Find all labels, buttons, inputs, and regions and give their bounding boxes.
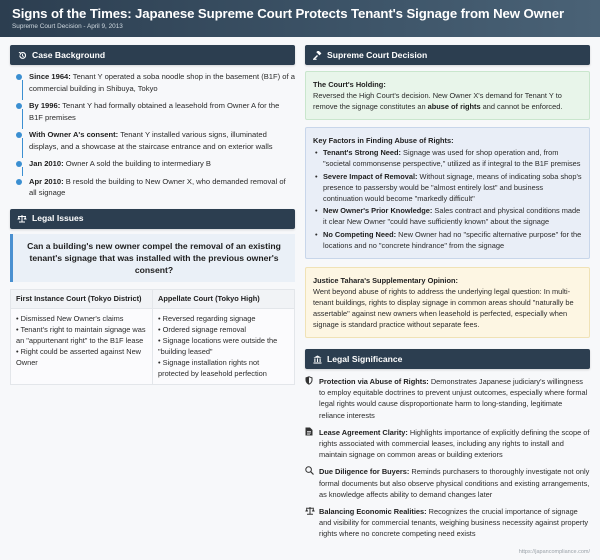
significance-item [305, 466, 590, 500]
factor-item [313, 147, 582, 169]
timeline-label: Since 1964: [29, 72, 71, 81]
timeline-connector [22, 167, 23, 176]
timeline-text: B resold the building to New Owner X, who demanded removal of all signage [29, 176, 286, 197]
page-subtitle: Supreme Court Decision - April 9, 2013 [12, 23, 123, 30]
balance-scale-icon [305, 506, 319, 540]
factors-title: Key Factors in Finding Abuse of Rights: [313, 136, 454, 145]
significance-label: Lease Agreement Clarity: [319, 427, 408, 437]
significance-description: Recognizes the crucial importance of signage and visibility for commercial tenants, weighing business necessity against property rights where no concrete competing need exists [319, 507, 589, 539]
significance-text [319, 376, 590, 421]
document-icon [305, 427, 319, 461]
legal-issues-header [10, 209, 295, 229]
legal-significance-list [305, 376, 590, 540]
timeline-connector [22, 109, 23, 129]
significance-item [305, 506, 590, 540]
legal-significance-title: Legal Significance [327, 353, 403, 364]
court-point: • Dismissed New Owner's claims [16, 313, 124, 323]
factor-label: New Owner's Prior Knowledge: [323, 206, 433, 215]
factor-text: Without signage, means of indicating soba shop's presence to passersby would be "almost entirely lost" and business continuation would become "markedly difficult" [323, 171, 582, 203]
page-header [0, 0, 600, 37]
legal-issues-title: Legal Issues [32, 213, 84, 224]
factor-text: Signage was used for shop operation and, from "societal commonsense perspective," utilized as if integral to the B1F premises [323, 148, 581, 168]
history-icon [17, 51, 27, 60]
court-comparison-table [10, 289, 295, 385]
factor-item [313, 229, 582, 251]
left-column [10, 45, 295, 546]
factor-label: Tenant's Strong Need: [323, 148, 401, 157]
court-point: • Right could be asserted against New Owner [16, 346, 142, 367]
factor-label: No Competing Need: [323, 229, 397, 239]
shield-icon [305, 376, 319, 421]
opinion-title: Justice Tahara's Supplementary Opinion: [313, 276, 458, 285]
significance-item [305, 427, 590, 461]
search-icon [305, 466, 319, 500]
significance-text [319, 506, 590, 540]
timeline-text: Tenant Y had formally obtained a leasehold from Owner A for the B1F premises [29, 101, 280, 122]
timeline-item [10, 71, 295, 94]
court-column-first-instance [11, 290, 152, 384]
legal-question: Can a building's new owner compel the removal of an existing tenant's signage that was installed with the previous owner's consent? [10, 234, 295, 282]
timeline-item [10, 158, 295, 170]
source-url[interactable]: https://japancompliance.com/ [518, 549, 590, 556]
supplementary-opinion-box [305, 267, 590, 338]
significance-label: Due Diligence for Buyers: [319, 467, 410, 477]
key-factors-box [305, 127, 590, 259]
significance-text [319, 427, 590, 461]
factor-text: New Owner had no "specific alternative purpose" for the locations and no "concrete hindrance" from the signage [323, 229, 582, 250]
significance-label: Protection via Abuse of Rights: [319, 377, 429, 386]
court-point: • Reversed regarding signage [158, 313, 256, 323]
gavel-icon [312, 51, 322, 60]
holding-text-before: Reversed the High Court's decision. New Owner X's demand for Tenant Y to remove the signage constitutes an [313, 91, 562, 111]
factor-item [313, 205, 582, 227]
court-point: • Signage locations were outside the "building leased" [158, 335, 278, 356]
legal-significance-header [305, 349, 590, 369]
court-name: Appellate Court (Tokyo High) [153, 290, 294, 309]
court-name: First Instance Court (Tokyo District) [11, 290, 152, 309]
court-column-appellate [152, 290, 294, 384]
case-background-header [10, 45, 295, 65]
significance-label: Balancing Economic Realities: [319, 507, 427, 517]
timeline-text: Owner A sold the building to intermediary B [63, 159, 211, 168]
factor-label: Severe Impact of Removal: [323, 171, 418, 181]
court-points [153, 309, 294, 384]
timeline-label: With Owner A's consent: [29, 130, 119, 139]
significance-description: Reminds purchasers to thoroughly investigate not only formal documents but also observe physical conditions and existing arrangements, as knowledge affects ability to demand changes later [319, 467, 590, 499]
timeline-text: Tenant Y installed various signs, illuminated displays, and a showcase at the staircase entrance and on exterior walls [29, 130, 273, 151]
landmark-icon [312, 355, 322, 364]
court-point: • Tenant's right to maintain signage was an "appurtenant right" to the B1F lease [16, 324, 146, 345]
significance-description: Demonstrates Japanese judiciary's willingness to employ equitable doctrines to prevent unjust outcomes, especially where formal legal rights would cause disproportionate harm to long-standing, legitimate reliance interests [319, 377, 588, 420]
holding-text [313, 90, 582, 112]
significance-item [305, 376, 590, 421]
timeline-connector [22, 80, 23, 100]
timeline-item [10, 176, 295, 199]
balance-scale-icon [17, 214, 27, 223]
timeline-dot [16, 179, 22, 185]
timeline-item [10, 129, 295, 152]
holding-text-after: and cannot be enforced. [480, 102, 563, 111]
case-background-title: Case Background [32, 49, 106, 60]
page-title: Signs of the Times: Japanese Supreme Court Protects Tenant's Signage from New Owner [12, 6, 565, 21]
court-point: • Ordered signage removal [158, 324, 247, 334]
factor-item [313, 171, 582, 204]
supreme-court-header [305, 45, 590, 65]
factor-text: Sales contract and physical conditions made it clear New Owner "could have sufficiently known" about the signage [323, 206, 581, 226]
timeline-label: Apr 2010: [29, 176, 64, 186]
court-point: • Signage installation rights not protected by leasehold perfection [158, 357, 267, 378]
court-holding-box [305, 71, 590, 120]
opinion-text: Went beyond abuse of rights to address the underlying legal question: In multi-tenant buildings, rights to display signage in common areas should "naturally be assertable" against new owners when leasehold is perfected, especially when signage is standard practice without separate fees. [313, 287, 574, 329]
significance-text [319, 466, 590, 500]
timeline-text: Tenant Y operated a soba noodle shop in the basement (B1F) of a commercial building in Shibuya, Tokyo [29, 72, 295, 93]
timeline-label: Jan 2010: [29, 159, 64, 168]
timeline-connector [22, 138, 23, 158]
court-points [11, 309, 152, 373]
holding-emphasis: abuse of rights [427, 102, 481, 111]
holding-title: The Court's Holding: [313, 80, 386, 89]
timeline-item [10, 100, 295, 123]
significance-description: Highlights importance of explicitly defining the scope of rights associated with commercial leases, including any rights to install and maintain signage on common areas or building exteriors [319, 427, 590, 460]
timeline-label: By 1996: [29, 101, 61, 110]
factors-list [313, 147, 582, 251]
right-column [305, 45, 590, 546]
case-timeline [10, 65, 295, 199]
supreme-court-title: Supreme Court Decision [327, 49, 428, 60]
